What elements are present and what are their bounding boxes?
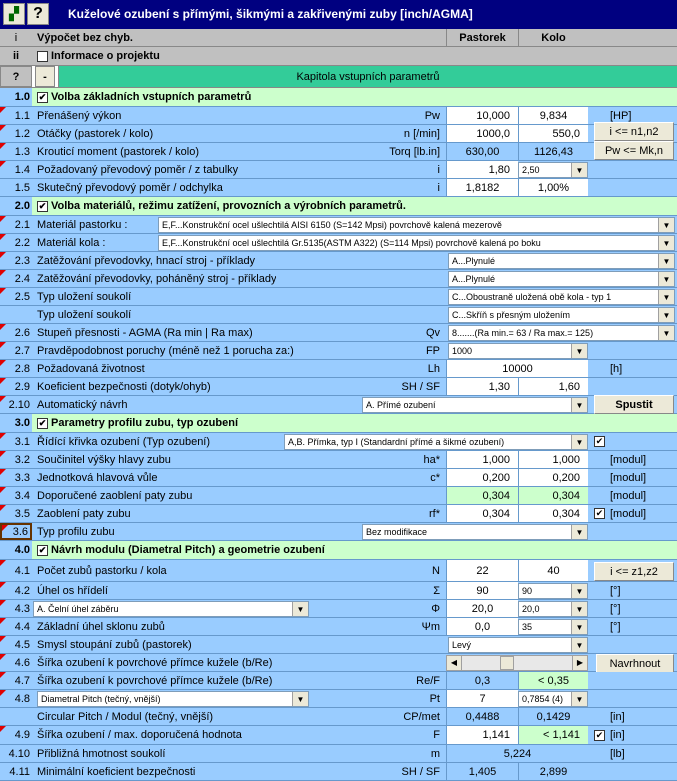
addendum-gear-input[interactable]: 1,000: [518, 451, 588, 468]
row-num: 3.1: [0, 433, 32, 450]
row-4-1: [0, 560, 677, 582]
speed-pinion-input[interactable]: 1000,0: [446, 125, 518, 142]
row-label: Zatěžování převodovky, hnací stroj - příklady: [37, 254, 256, 267]
power-from-torque-button[interactable]: Pw <= Mk,n: [594, 141, 674, 160]
row-num: 3.2: [0, 451, 32, 468]
unit: [°]: [610, 602, 621, 615]
row-num: 4.11: [0, 763, 32, 780]
row-label: Koeficient bezpečnosti (dotyk/ohyb): [37, 380, 211, 393]
row-num: 3.5: [0, 505, 32, 522]
driving-load-dropdown[interactable]: [448, 253, 675, 269]
fillet-gear-input[interactable]: 0,304: [518, 505, 588, 522]
fillet-pinion-input[interactable]: 0,304: [446, 505, 518, 522]
chevron-down-icon[interactable]: ▼: [658, 254, 674, 268]
title-bar: [0, 0, 677, 29]
min-safety-bending-value: 2,899: [518, 763, 588, 780]
dropdown-value: E,F...Konstrukční ocel ušlechtilá Gr.5135(ASTM A322) (S=114 Mpsi) povrchově kalená po boku: [162, 238, 541, 248]
help-button[interactable]: ?: [27, 3, 49, 25]
pitch-value-dropdown[interactable]: [518, 691, 588, 707]
row-label: Skutečný převodový poměr / odchylka: [37, 181, 223, 194]
chevron-down-icon[interactable]: ▼: [658, 326, 674, 340]
section-1-checkbox[interactable]: ✔: [38, 91, 47, 102]
row-num: 2.3: [0, 252, 32, 269]
row-symbol: Pt: [429, 692, 440, 705]
row-symbol: CP/met: [403, 710, 440, 723]
spiral-angle-input[interactable]: 0,0: [446, 618, 518, 635]
row-4-11: [0, 763, 677, 781]
dropdown-value: C...Oboustraně uložená obě kola - typ 1: [452, 292, 612, 302]
section-1: [37, 88, 251, 106]
failure-probability-dropdown[interactable]: [448, 343, 588, 359]
unit: [h]: [610, 362, 623, 375]
row-label: Krouticí moment (pastorek / kolo): [37, 145, 200, 158]
ratio-from-teeth-button[interactable]: i <= z1,z2: [594, 562, 674, 581]
row-num: 2.8: [0, 360, 32, 377]
dropdown-value: 0,7854 (4): [522, 694, 564, 704]
row-num: 2.5: [0, 288, 32, 305]
row-symbol: Σ: [433, 584, 440, 597]
ratio-deviation-value: 1,00%: [518, 179, 588, 196]
dropdown-value: Diametral Pitch (tečný, vnější): [41, 694, 161, 704]
row-num: 2.9: [0, 378, 32, 395]
unit: [°]: [610, 620, 621, 633]
dropdown-value: 2,50: [522, 165, 540, 175]
chevron-down-icon[interactable]: ▼: [571, 638, 587, 652]
row-num: 3.3: [0, 469, 32, 486]
speed-gear-input[interactable]: 550,0: [518, 125, 588, 142]
section-3-header: [0, 414, 677, 433]
slider-left-arrow[interactable]: ◀: [447, 656, 462, 670]
dropdown-value: Levý: [452, 640, 472, 650]
ratio-from-speed-button[interactable]: i <= n1,n2: [594, 122, 674, 141]
pressure-angle-dropdown[interactable]: [518, 601, 588, 617]
chevron-down-icon[interactable]: ▼: [292, 692, 308, 706]
col-pinion: Pastorek: [446, 29, 518, 46]
unit: [HP]: [610, 109, 632, 122]
dropdown-value: A. Čelní úhel záběru: [37, 604, 119, 614]
section-num: 3.0: [0, 414, 32, 432]
section-title: Volba materiálů, režimu zatížení, provozních a výrobních parametrů.: [51, 200, 406, 212]
row-2-8: [0, 360, 677, 378]
unit: [°]: [610, 584, 621, 597]
section-4-checkbox[interactable]: ✔: [38, 544, 47, 555]
gear-material-dropdown[interactable]: [158, 235, 675, 251]
chevron-down-icon[interactable]: ▼: [571, 435, 587, 449]
row-4-8b: [0, 708, 677, 726]
row-label: Přibližná hmotnost soukolí: [37, 747, 166, 760]
pinion-material-dropdown[interactable]: [158, 217, 675, 233]
row-num: 3.4: [0, 487, 32, 504]
row-label: Minimální koeficient bezpečnosti: [37, 765, 196, 778]
row-label: Circular Pitch / Modul (tečný, vnější): [37, 710, 214, 723]
chevron-down-icon[interactable]: ▼: [658, 236, 674, 250]
chapter-title: Kapitola vstupních parametrů: [58, 66, 677, 87]
profile-type-dropdown[interactable]: [362, 524, 588, 540]
row-num: 2.1: [0, 216, 32, 233]
dropdown-value: 35: [522, 622, 533, 632]
diametral-pitch-input[interactable]: 7: [446, 690, 518, 707]
section-num: 1.0: [0, 88, 32, 106]
chevron-down-icon[interactable]: ▼: [658, 308, 674, 322]
section-4: [37, 541, 325, 559]
teeth-gear-input[interactable]: 40: [518, 560, 588, 581]
section-2: [37, 197, 406, 215]
row-symbol: i: [437, 163, 440, 176]
project-info-checkbox[interactable]: [37, 51, 48, 62]
dropdown-value: Bez modifikace: [366, 527, 428, 537]
row-4-9: [0, 726, 677, 745]
row-label: Doporučené zaoblení paty zubu: [37, 489, 193, 502]
face-width-ratio-value: 0,3: [446, 672, 518, 689]
row-num: 4.2: [0, 582, 32, 599]
power-gear-value: 9,834: [518, 107, 588, 124]
row-num: 4.6: [0, 654, 32, 671]
col-gear: Kolo: [518, 29, 588, 46]
mounting-type-dropdown[interactable]: [448, 289, 675, 305]
design-gearing-button[interactable]: Navrhnout: [596, 654, 674, 688]
row-3-3: [0, 469, 677, 487]
chevron-down-icon[interactable]: ▼: [571, 692, 587, 706]
tooth-curve-dropdown[interactable]: [284, 434, 588, 450]
row-num: 4.4: [0, 618, 32, 635]
shaft-angle-input[interactable]: 90: [446, 582, 518, 599]
chapter-help-button[interactable]: ?: [0, 66, 32, 87]
chevron-down-icon[interactable]: ▼: [571, 584, 587, 598]
row-symbol: Lh: [427, 362, 440, 375]
fillet-checkbox[interactable]: ✔: [595, 508, 604, 518]
lifetime-input[interactable]: 10000: [446, 360, 588, 377]
row-symbol: ha*: [423, 453, 440, 466]
row-num: 1.4: [0, 161, 32, 178]
row-label: Úhel os hřídelí: [37, 584, 108, 597]
row-num: 1.5: [0, 179, 32, 196]
row-symbol: i: [437, 181, 440, 194]
chevron-down-icon[interactable]: ▼: [571, 620, 587, 634]
actual-ratio-value: 1,8182: [446, 179, 518, 196]
unit: [modul]: [610, 507, 647, 520]
row-symbol: SH / SF: [401, 380, 440, 393]
row-symbol: n [/min]: [403, 127, 440, 140]
row-num: 2.10: [0, 396, 32, 413]
chevron-down-icon[interactable]: ▼: [571, 163, 587, 177]
chevron-down-icon[interactable]: ▼: [658, 218, 674, 232]
row-symbol: Torq [lb.in]: [389, 145, 440, 158]
teeth-pinion-input[interactable]: 22: [446, 560, 518, 581]
section-3: [37, 414, 238, 432]
row-num: 3.6: [0, 523, 32, 540]
unit: [modul]: [610, 489, 647, 502]
row-num: 4.5: [0, 636, 32, 653]
row-label: Počet zubů pastorku / kola: [37, 564, 167, 577]
section-4-header: [0, 541, 677, 560]
chapter-row: [0, 66, 677, 88]
row-label: Materiál pastorku :: [37, 218, 128, 231]
run-button[interactable]: Spustit: [594, 395, 674, 414]
auto-design-dropdown[interactable]: [362, 397, 588, 413]
section-3-checkbox[interactable]: ✔: [38, 417, 47, 428]
row-label: Šířka ozubení k povrchové přímce kužele (b/Re): [37, 656, 273, 669]
row-num: 2.7: [0, 342, 32, 359]
row-num: 4.10: [0, 745, 32, 762]
tooth-type-checkbox[interactable]: ✔: [595, 436, 604, 446]
section-2-header: [0, 197, 677, 216]
row-label: Typ uložení soukolí: [37, 308, 132, 321]
row-3-2: [0, 451, 677, 469]
dropdown-value: 90: [522, 586, 533, 596]
row-label: Šířka ozubení k povrchové přímce kužele (b/Re): [37, 674, 273, 687]
chevron-down-icon[interactable]: ▼: [571, 525, 587, 539]
row-label: Typ profilu zubu: [37, 525, 115, 538]
row-symbol: Pw: [424, 109, 440, 122]
row-symbol: SH / SF: [401, 765, 440, 778]
dropdown-value: 1000: [452, 346, 473, 356]
dropdown-value: C...Skříň s přesným uložením: [452, 310, 571, 320]
header-i: i: [14, 31, 18, 44]
shaft-angle-dropdown[interactable]: [518, 583, 588, 599]
dropdown-value: A...Plynulé: [452, 274, 496, 284]
accuracy-grade-dropdown[interactable]: [448, 325, 675, 341]
row-label: Požadovaný převodový poměr / z tabulky: [37, 163, 239, 176]
info-num: ii: [12, 50, 20, 62]
safety-contact-input[interactable]: 1,30: [446, 378, 518, 395]
row-num: 2.2: [0, 234, 32, 251]
section-num: 4.0: [0, 541, 32, 559]
chevron-down-icon[interactable]: ▼: [571, 602, 587, 616]
unit: [in]: [610, 729, 625, 741]
section-title: Návrh modulu (Diametral Pitch) a geometrie ozubení: [51, 544, 325, 556]
unit: [modul]: [610, 471, 647, 484]
section-2-checkbox[interactable]: ✔: [38, 200, 47, 211]
row-label: Otáčky (pastorek / kolo): [37, 127, 154, 140]
row-symbol: Φ: [431, 602, 440, 615]
dropdown-value: 20,0: [522, 604, 540, 614]
row-symbol: FP: [425, 344, 440, 357]
collapse-button[interactable]: -: [35, 66, 55, 87]
row-1-5: [0, 179, 677, 197]
row-label: Materiál kola :: [37, 236, 106, 249]
torque-pinion-value: 630,00: [446, 143, 518, 160]
unit: [in]: [610, 710, 625, 723]
row-num: 2.4: [0, 270, 32, 287]
row-symbol: F: [433, 729, 440, 741]
app-icon[interactable]: ▞: [3, 3, 25, 25]
face-width-checkbox[interactable]: ✔: [595, 729, 604, 740]
face-width-max-value: < 1,141: [518, 726, 588, 744]
row-2-9: [0, 378, 677, 396]
safety-bending-input[interactable]: 1,60: [518, 378, 588, 395]
row-3-5: [0, 505, 677, 523]
row-num: 4.1: [0, 560, 32, 581]
row-3-4: [0, 487, 677, 505]
chevron-down-icon[interactable]: ▼: [571, 398, 587, 412]
power-pinion-input[interactable]: 10,000: [446, 107, 518, 124]
section-title: Volba základních vstupních parametrů: [51, 91, 252, 103]
row-label: Pravděpodobnost poruchy (méně než 1 porucha za:): [37, 344, 294, 357]
driven-load-dropdown[interactable]: [448, 271, 675, 287]
slider-right-arrow[interactable]: ▶: [572, 656, 587, 670]
chevron-down-icon[interactable]: ▼: [658, 272, 674, 286]
row-num: 4.7: [0, 672, 32, 689]
row-label: Smysl stoupání zubů (pastorek): [37, 638, 192, 651]
row-label: Požadovaná životnost: [37, 362, 145, 375]
chevron-down-icon[interactable]: ▼: [571, 344, 587, 358]
calc-status: Výpočet bez chyb.: [37, 31, 133, 44]
row-num: 1.2: [0, 125, 32, 142]
row-4-7: [0, 672, 677, 690]
project-info-row: [0, 47, 677, 66]
recommended-fillet-gear: 0,304: [518, 487, 588, 504]
header-row: [0, 29, 677, 47]
row-symbol: rf*: [429, 507, 440, 520]
row-1-3: [0, 143, 677, 161]
row-label: Jednotková hlavová vůle: [37, 471, 158, 484]
face-width-slider[interactable]: [446, 655, 588, 671]
dropdown-value: A...Plynulé: [452, 256, 496, 266]
circular-pitch-value: 0,4488: [446, 708, 518, 725]
project-info-label: Informace o projektu: [51, 50, 160, 62]
spiral-angle-dropdown[interactable]: [518, 619, 588, 635]
addendum-pinion-input[interactable]: 1,000: [446, 451, 518, 468]
row-4-10: [0, 745, 677, 763]
row-symbol: Re/F: [416, 674, 440, 687]
window-title: Kuželové ozubení s přímými, šikmými a zakřivenými zuby [inch/AGMA]: [68, 7, 473, 21]
pressure-angle-input[interactable]: 20,0: [446, 600, 518, 617]
row-label: Šířka ozubení / max. doporučená hodnota: [37, 729, 242, 741]
clearance-gear-input[interactable]: 0,200: [518, 469, 588, 486]
min-safety-contact-value: 1,405: [446, 763, 518, 780]
ratio-input[interactable]: 1,80: [446, 161, 518, 178]
pitch-type-dropdown[interactable]: [37, 691, 309, 707]
chevron-down-icon[interactable]: ▼: [658, 290, 674, 304]
row-label: Základní úhel sklonu zubů: [37, 620, 165, 633]
unit: [modul]: [610, 453, 647, 466]
project-info: [37, 47, 160, 65]
row-label: Typ uložení soukolí: [37, 290, 132, 303]
row-label: Zaoblení paty zubu: [37, 507, 131, 520]
row-label: Součinitel výšky hlavy zubu: [37, 453, 171, 466]
row-num: 1.3: [0, 143, 32, 160]
torque-gear-value: 1126,43: [518, 143, 588, 160]
hand-of-spiral-dropdown[interactable]: [448, 637, 588, 653]
row-label: Řídící křivka ozubení (Typ ozubení): [37, 435, 211, 448]
slider-thumb[interactable]: [500, 656, 514, 670]
recommended-fillet-pinion: 0,304: [446, 487, 518, 504]
row-num: 1.1: [0, 107, 32, 124]
housing-type-dropdown[interactable]: [448, 307, 675, 323]
row-num: 4.9: [0, 726, 32, 744]
unit: [lb]: [610, 747, 625, 760]
ratio-table-dropdown[interactable]: [518, 162, 588, 178]
row-symbol: m: [430, 747, 440, 760]
dropdown-value: 8.......(Ra min.= 63 / Ra max.= 125): [452, 328, 594, 338]
row-symbol: Qv: [425, 326, 440, 339]
chevron-down-icon[interactable]: ▼: [292, 602, 308, 616]
dropdown-value: A. Přímé ozubení: [366, 400, 436, 410]
pressure-angle-type-dropdown[interactable]: [33, 601, 309, 617]
face-width-input[interactable]: 1,141: [446, 726, 518, 744]
section-num: 2.0: [0, 197, 32, 215]
row-1-2: [0, 125, 677, 143]
section-1-header: [0, 88, 677, 107]
row-num: 4.3: [0, 600, 32, 617]
face-width-ratio-limit: < 0,35: [518, 672, 588, 689]
row-symbol: N: [432, 564, 440, 577]
row-1-1: [0, 107, 677, 125]
row-symbol: Ψm: [421, 620, 440, 633]
row-label: Přenášený výkon: [37, 109, 122, 122]
row-num: 4.8: [0, 690, 32, 707]
module-value: 0,1429: [518, 708, 588, 725]
row-label: Stupeň přesnosti - AGMA (Ra min | Ra max): [37, 326, 253, 339]
section-title: Parametry profilu zubu, typ ozubení: [51, 417, 239, 429]
row-label: Zatěžování převodovky, poháněný stroj - příklady: [37, 272, 277, 285]
clearance-pinion-input[interactable]: 0,200: [446, 469, 518, 486]
row-num: 2.6: [0, 324, 32, 341]
row-symbol: c*: [430, 471, 440, 484]
approx-weight-value: 5,224: [446, 745, 588, 762]
dropdown-value: E,F...Konstrukční ocel ušlechtilá AISI 6150 (S=142 Mpsi) povrchově kalená mezerově: [162, 220, 502, 230]
row-label: Automatický návrh: [37, 398, 128, 411]
dropdown-value: A,B. Přímka, typ I (Standardní přímé a šikmé ozubení): [288, 437, 505, 447]
